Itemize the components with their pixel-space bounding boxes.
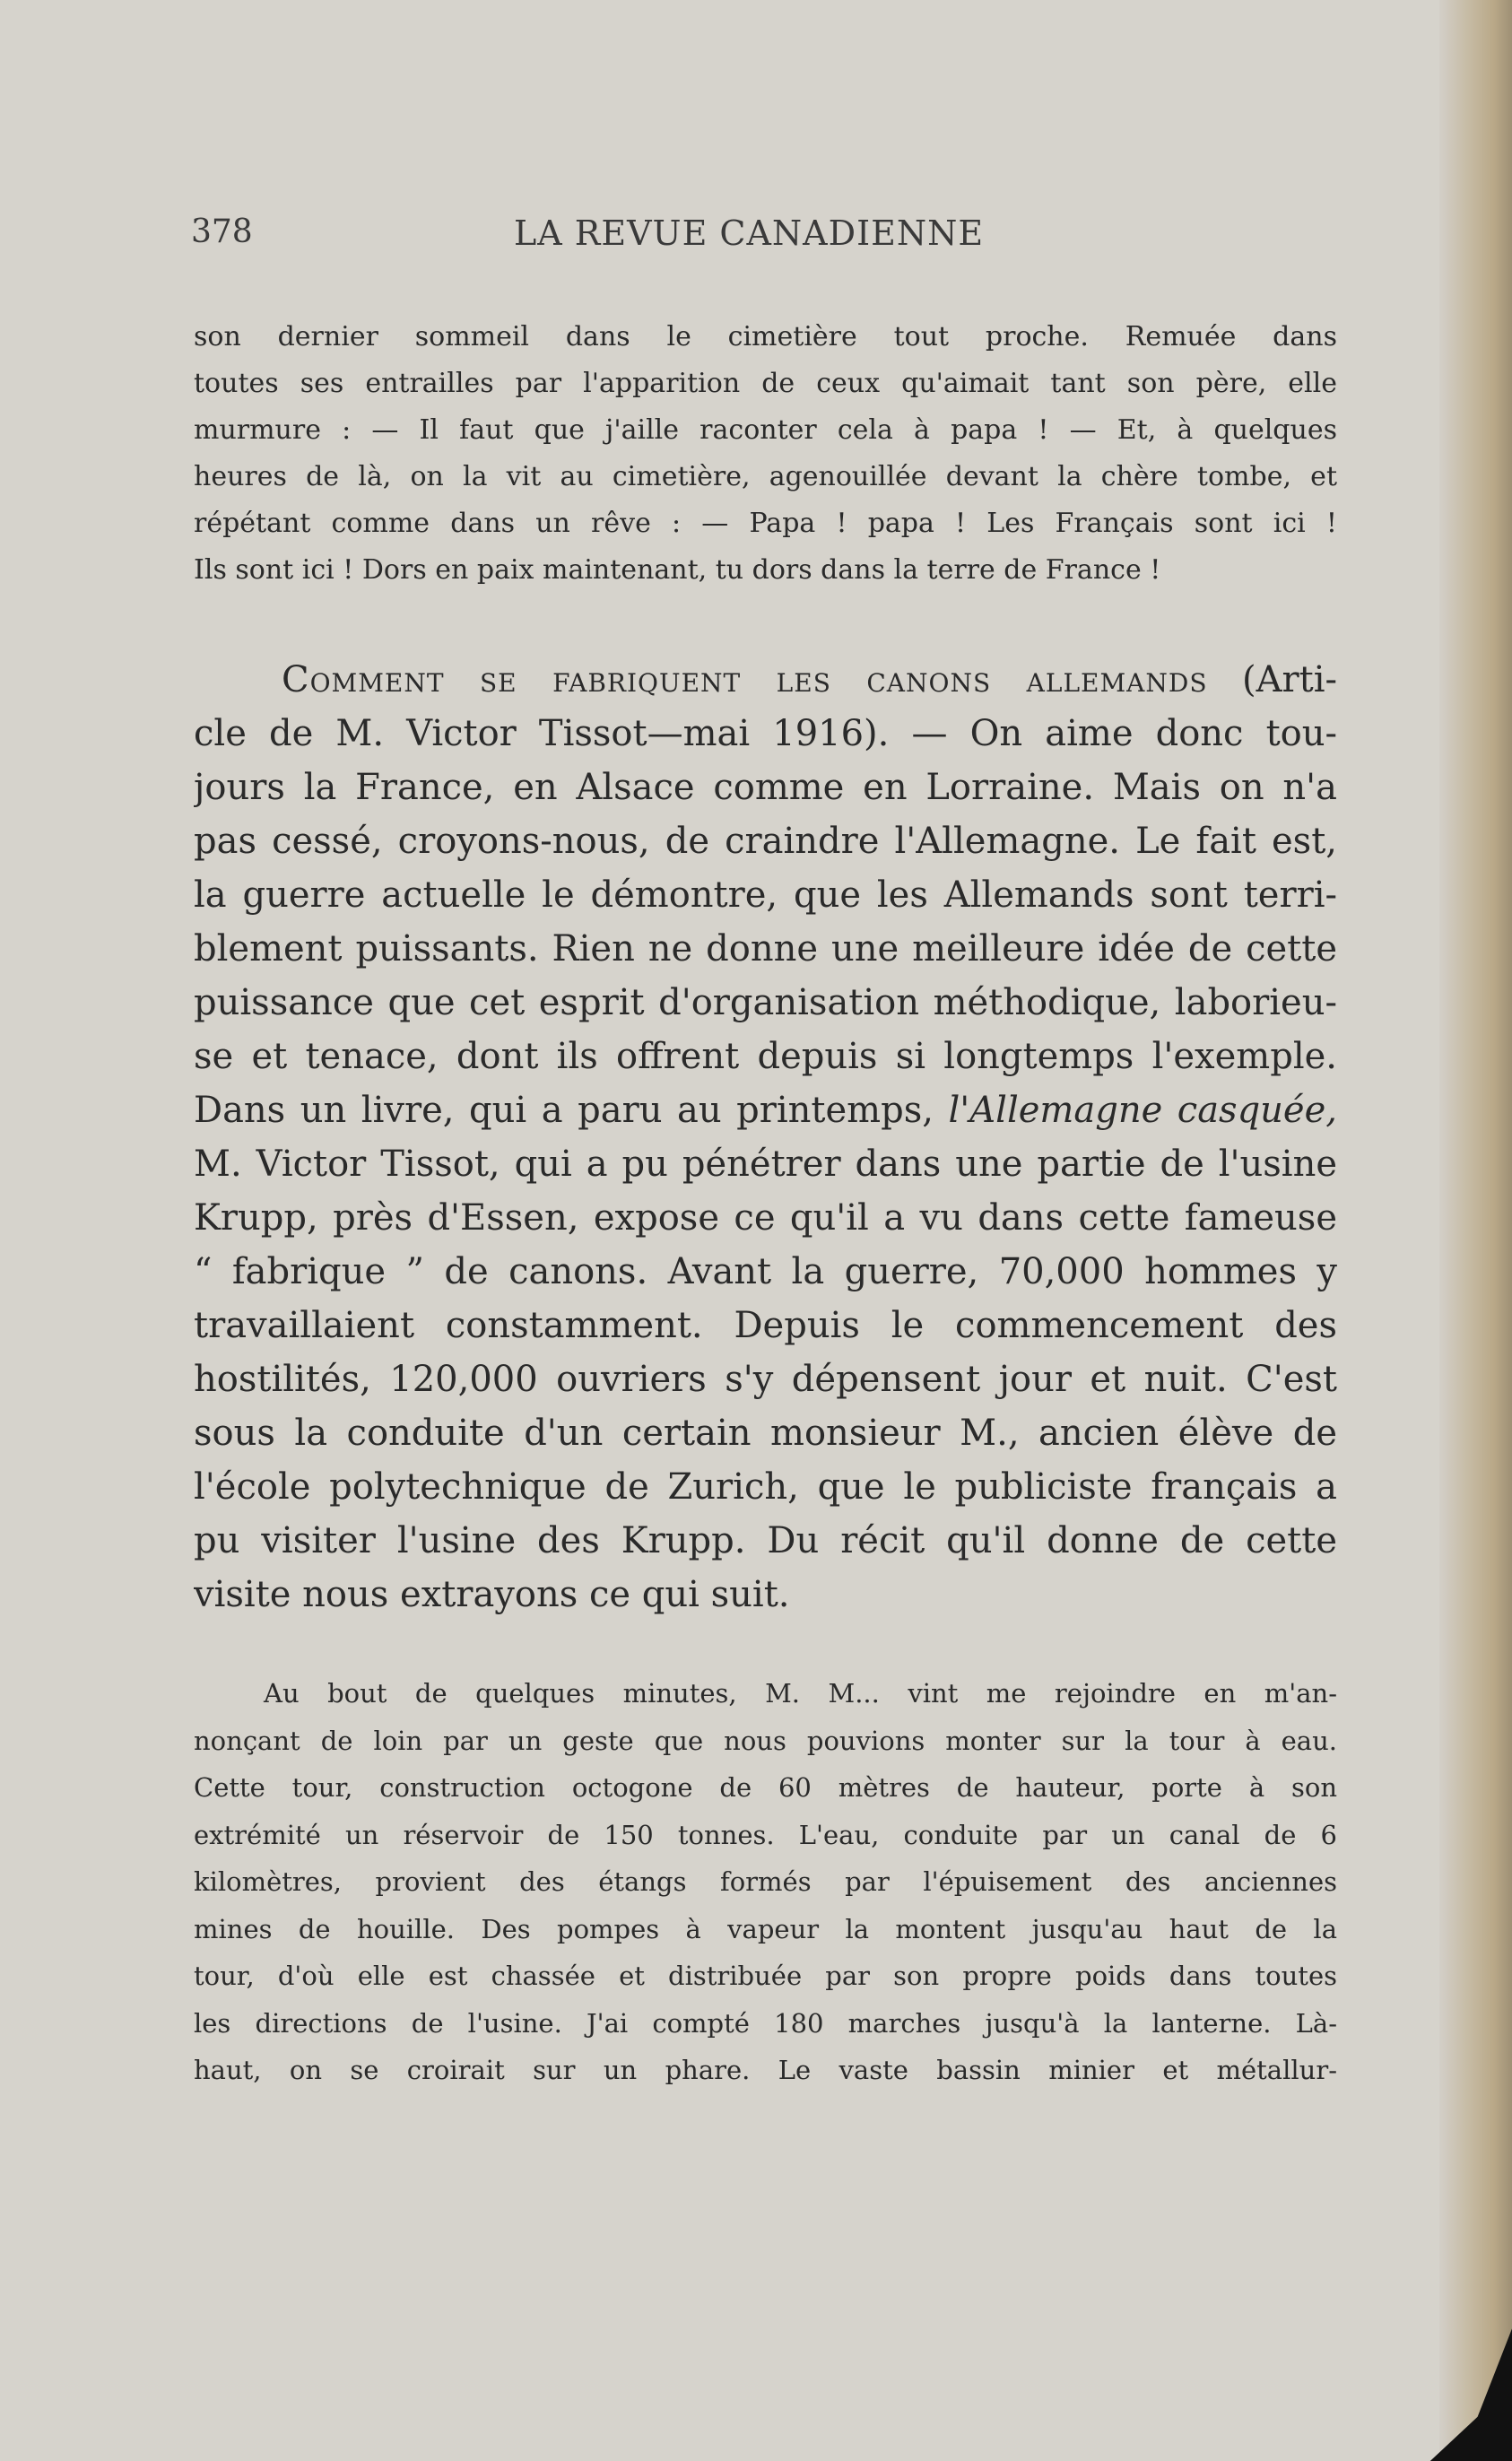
heading-continuation: (Arti-	[1242, 659, 1337, 700]
text-line: les directions de l'usine. J'ai compté 180 marches jusqu'à la lanterne. Là-	[194, 2007, 1337, 2039]
text-line: visite nous extrayons ce qui suit.	[194, 1574, 790, 1615]
text-line	[194, 653, 1337, 707]
text-line: Cette tour, construction octogone de 60 mètres de hauteur, porte à son	[194, 1772, 1337, 1803]
text-line: extrémité un réservoir de 150 tonnes. L'eau, conduite par un canal de 6	[194, 1819, 1337, 1850]
text-line: l'école polytechnique de Zurich, que le publiciste français a	[194, 1466, 1337, 1508]
text-line: Au bout de quelques minutes, M. M... vint me rejoindre en m'an-	[264, 1678, 1337, 1709]
text-line: cle de M. Victor Tissot—mai 1916). — On aime donc tou-	[194, 713, 1337, 754]
text-line: travaillaient constamment. Depuis le commencement des	[194, 1305, 1337, 1346]
text-line: se et tenace, dont ils offrent depuis si longtemps l'exemple.	[194, 1036, 1337, 1077]
text-line: mines de houille. Des pompes à vapeur la montent jusqu'au haut de la	[194, 1913, 1337, 1944]
text-line: nonçant de loin par un geste que nous pouvions monter sur la tour à eau.	[194, 1725, 1337, 1756]
text-line	[194, 1083, 1337, 1137]
text-line: hostilités, 120,000 ouvriers s'y dépensent jour et nuit. C'est	[194, 1359, 1337, 1400]
text-line: pas cessé, croyons-nous, de craindre l'Allemagne. Le fait est,	[194, 821, 1337, 862]
text-line: pu visiter l'usine des Krupp. Du récit qu'il donne de cette	[194, 1520, 1337, 1561]
text-line: blement puissants. Rien ne donne une meilleure idée de cette	[194, 928, 1337, 970]
text-line: sous la conduite d'un certain monsieur M., ancien élève de	[194, 1413, 1337, 1454]
text-line: son dernier sommeil dans le cimetière tout proche. Remuée dans	[194, 321, 1337, 352]
text-line: heures de là, on la vit au cimetière, agenouillée devant la chère tombe, et	[194, 461, 1337, 492]
text-segment: Dans un livre, qui a paru au printemps,	[194, 1090, 949, 1131]
page-number: 378	[191, 213, 253, 250]
paragraph-continuation	[194, 314, 1337, 594]
text-line: kilomètres, provient des étangs formés par l'épuisement des anciennes	[194, 1866, 1337, 1897]
text-line: jours la France, en Alsace comme en Lorraine. Mais on n'a	[194, 767, 1337, 808]
text-line: murmure : — Il faut que j'aille raconter cela à papa ! — Et, à quelques	[194, 414, 1337, 446]
text-line: puissance que cet esprit d'organisation méthodique, laborieu-	[194, 982, 1337, 1023]
running-head: LA REVUE CANADIENNE	[514, 213, 985, 253]
text-line: “ fabrique ” de canons. Avant la guerre, 70,000 hommes y	[194, 1251, 1337, 1292]
text-line: haut, on se croirait sur un phare. Le vaste bassin minier et métallur-	[194, 2055, 1337, 2085]
text-line: répétant comme dans un rêve : — Papa ! papa ! Les Français sont ici !	[194, 508, 1337, 539]
section-heading: Comment se fabriquent les canons allemands	[282, 659, 1208, 700]
text-line: M. Victor Tissot, qui a pu pénétrer dans une partie de l'usine	[194, 1144, 1337, 1185]
page-edge-shadow	[1439, 0, 1512, 2461]
text-line: Ils sont ici ! Dors en paix maintenant, tu dors dans la terre de France !	[194, 554, 1161, 586]
article-paragraph	[194, 653, 1337, 1622]
text-line: Krupp, près d'Essen, expose ce qu'il a vu dans cette fameuse	[194, 1197, 1337, 1239]
quoted-extract	[194, 1670, 1337, 2094]
text-line: toutes ses entrailles par l'apparition de ceux qu'aimait tant son père, elle	[194, 368, 1337, 399]
text-line: tour, d'où elle est chassée et distribuée par son propre poids dans toutes	[194, 1961, 1337, 1991]
page-header	[191, 213, 1348, 258]
book-title: l'Allemagne casquée,	[948, 1090, 1337, 1131]
text-line: la guerre actuelle le démontre, que les Allemands sont terri-	[194, 874, 1337, 916]
